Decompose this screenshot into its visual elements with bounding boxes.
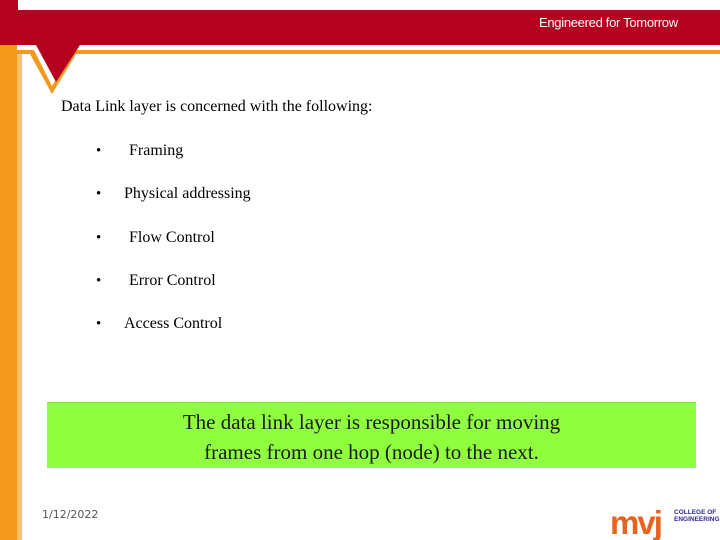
orange-chevron [0, 40, 720, 94]
bullet-text: Framing [129, 142, 184, 159]
bullet-icon: • [96, 186, 102, 203]
callout-line-2: frames from one hop (node) to the next. [204, 440, 539, 464]
bullet-icon: • [96, 143, 102, 159]
callout-line-1: The data link layer is responsible for moving [182, 410, 561, 434]
left-accent-bar [0, 0, 17, 540]
logo-line-1: COLLEGE OF [674, 509, 717, 516]
bullet-icon: • [96, 272, 102, 289]
bullet-icon: • [96, 316, 102, 333]
bullet-text: Physical addressing [124, 185, 251, 203]
left-accent-shadow [17, 50, 22, 540]
logo-caption [674, 509, 720, 523]
slide-date: 1/12/2022 [42, 508, 99, 521]
bullet-text: Error Control [129, 271, 216, 289]
bullet-text: Flow Control [129, 228, 215, 246]
red-banner-tab [0, 0, 18, 10]
summary-callout [47, 402, 696, 468]
header-tagline: Engineered for Tomorrow [539, 15, 678, 30]
bullet-icon: • [96, 229, 102, 246]
bullet-text: Access Control [124, 315, 223, 333]
logo-mark: mvj [610, 504, 661, 540]
logo-line-2: ENGINEERING [674, 516, 720, 523]
intro-text: Data Link layer is concerned with the following: [61, 98, 373, 115]
